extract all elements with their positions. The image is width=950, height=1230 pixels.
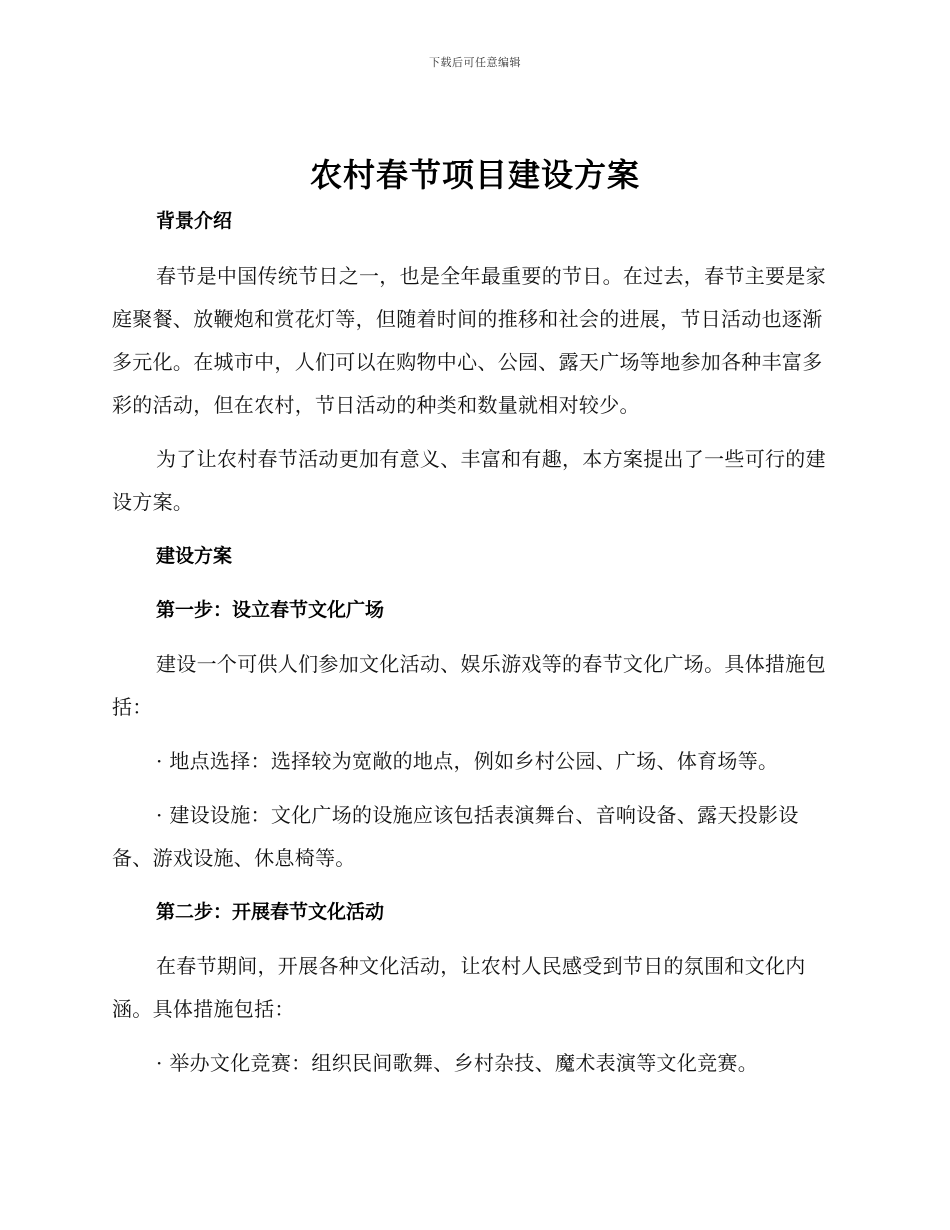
step1-bullet-facilities: · 建设设施：文化广场的设施应该包括表演舞台、音响设备、露天投影设备、游戏设施、休息椅等。	[112, 803, 799, 870]
step1-bullet-location: · 地点选择：选择较为宽敞的地点，例如乡村公园、广场、体育场等。	[156, 749, 779, 773]
background-paragraph-1: 春节是中国传统节日之一，也是全年最重要的节日。在过去，春节主要是家庭聚餐、放鞭炮和赏花灯等，但随着时间的推移和社会的进展，节日活动也逐渐多元化。在城市中，人们可以在购物中心、公园、露天广场等地参加各种丰富多彩的活动，但在农村，节日活动的种类和数量就相对较少。	[112, 264, 826, 417]
background-paragraph-2: 为了让农村春节活动更加有意义、丰富和有趣，本方案提出了一些可行的建设方案。	[112, 447, 826, 514]
step2-paragraph: 在春节期间，开展各种文化活动，让农村人民感受到节日的氛围和文化内涵。具体措施包括：	[112, 954, 806, 1021]
step1-paragraph: 建设一个可供人们参加文化活动、娱乐游戏等的春节文化广场。具体措施包括：	[112, 652, 826, 719]
document-body	[112, 200, 832, 1085]
step1-heading: 第一步：设立春节文化广场	[156, 599, 385, 621]
section-heading-plan: 建设方案	[156, 545, 233, 567]
header-note: 下载后可任意编辑	[429, 56, 521, 69]
step2-bullet-competition: · 举办文化竞赛：组织民间歌舞、乡村杂技、魔术表演等文化竞赛。	[156, 1051, 759, 1075]
section-heading-background: 背景介绍	[156, 210, 233, 232]
document-title: 农村春节项目建设方案	[309, 156, 640, 194]
step2-heading: 第二步：开展春节文化活动	[156, 901, 385, 923]
